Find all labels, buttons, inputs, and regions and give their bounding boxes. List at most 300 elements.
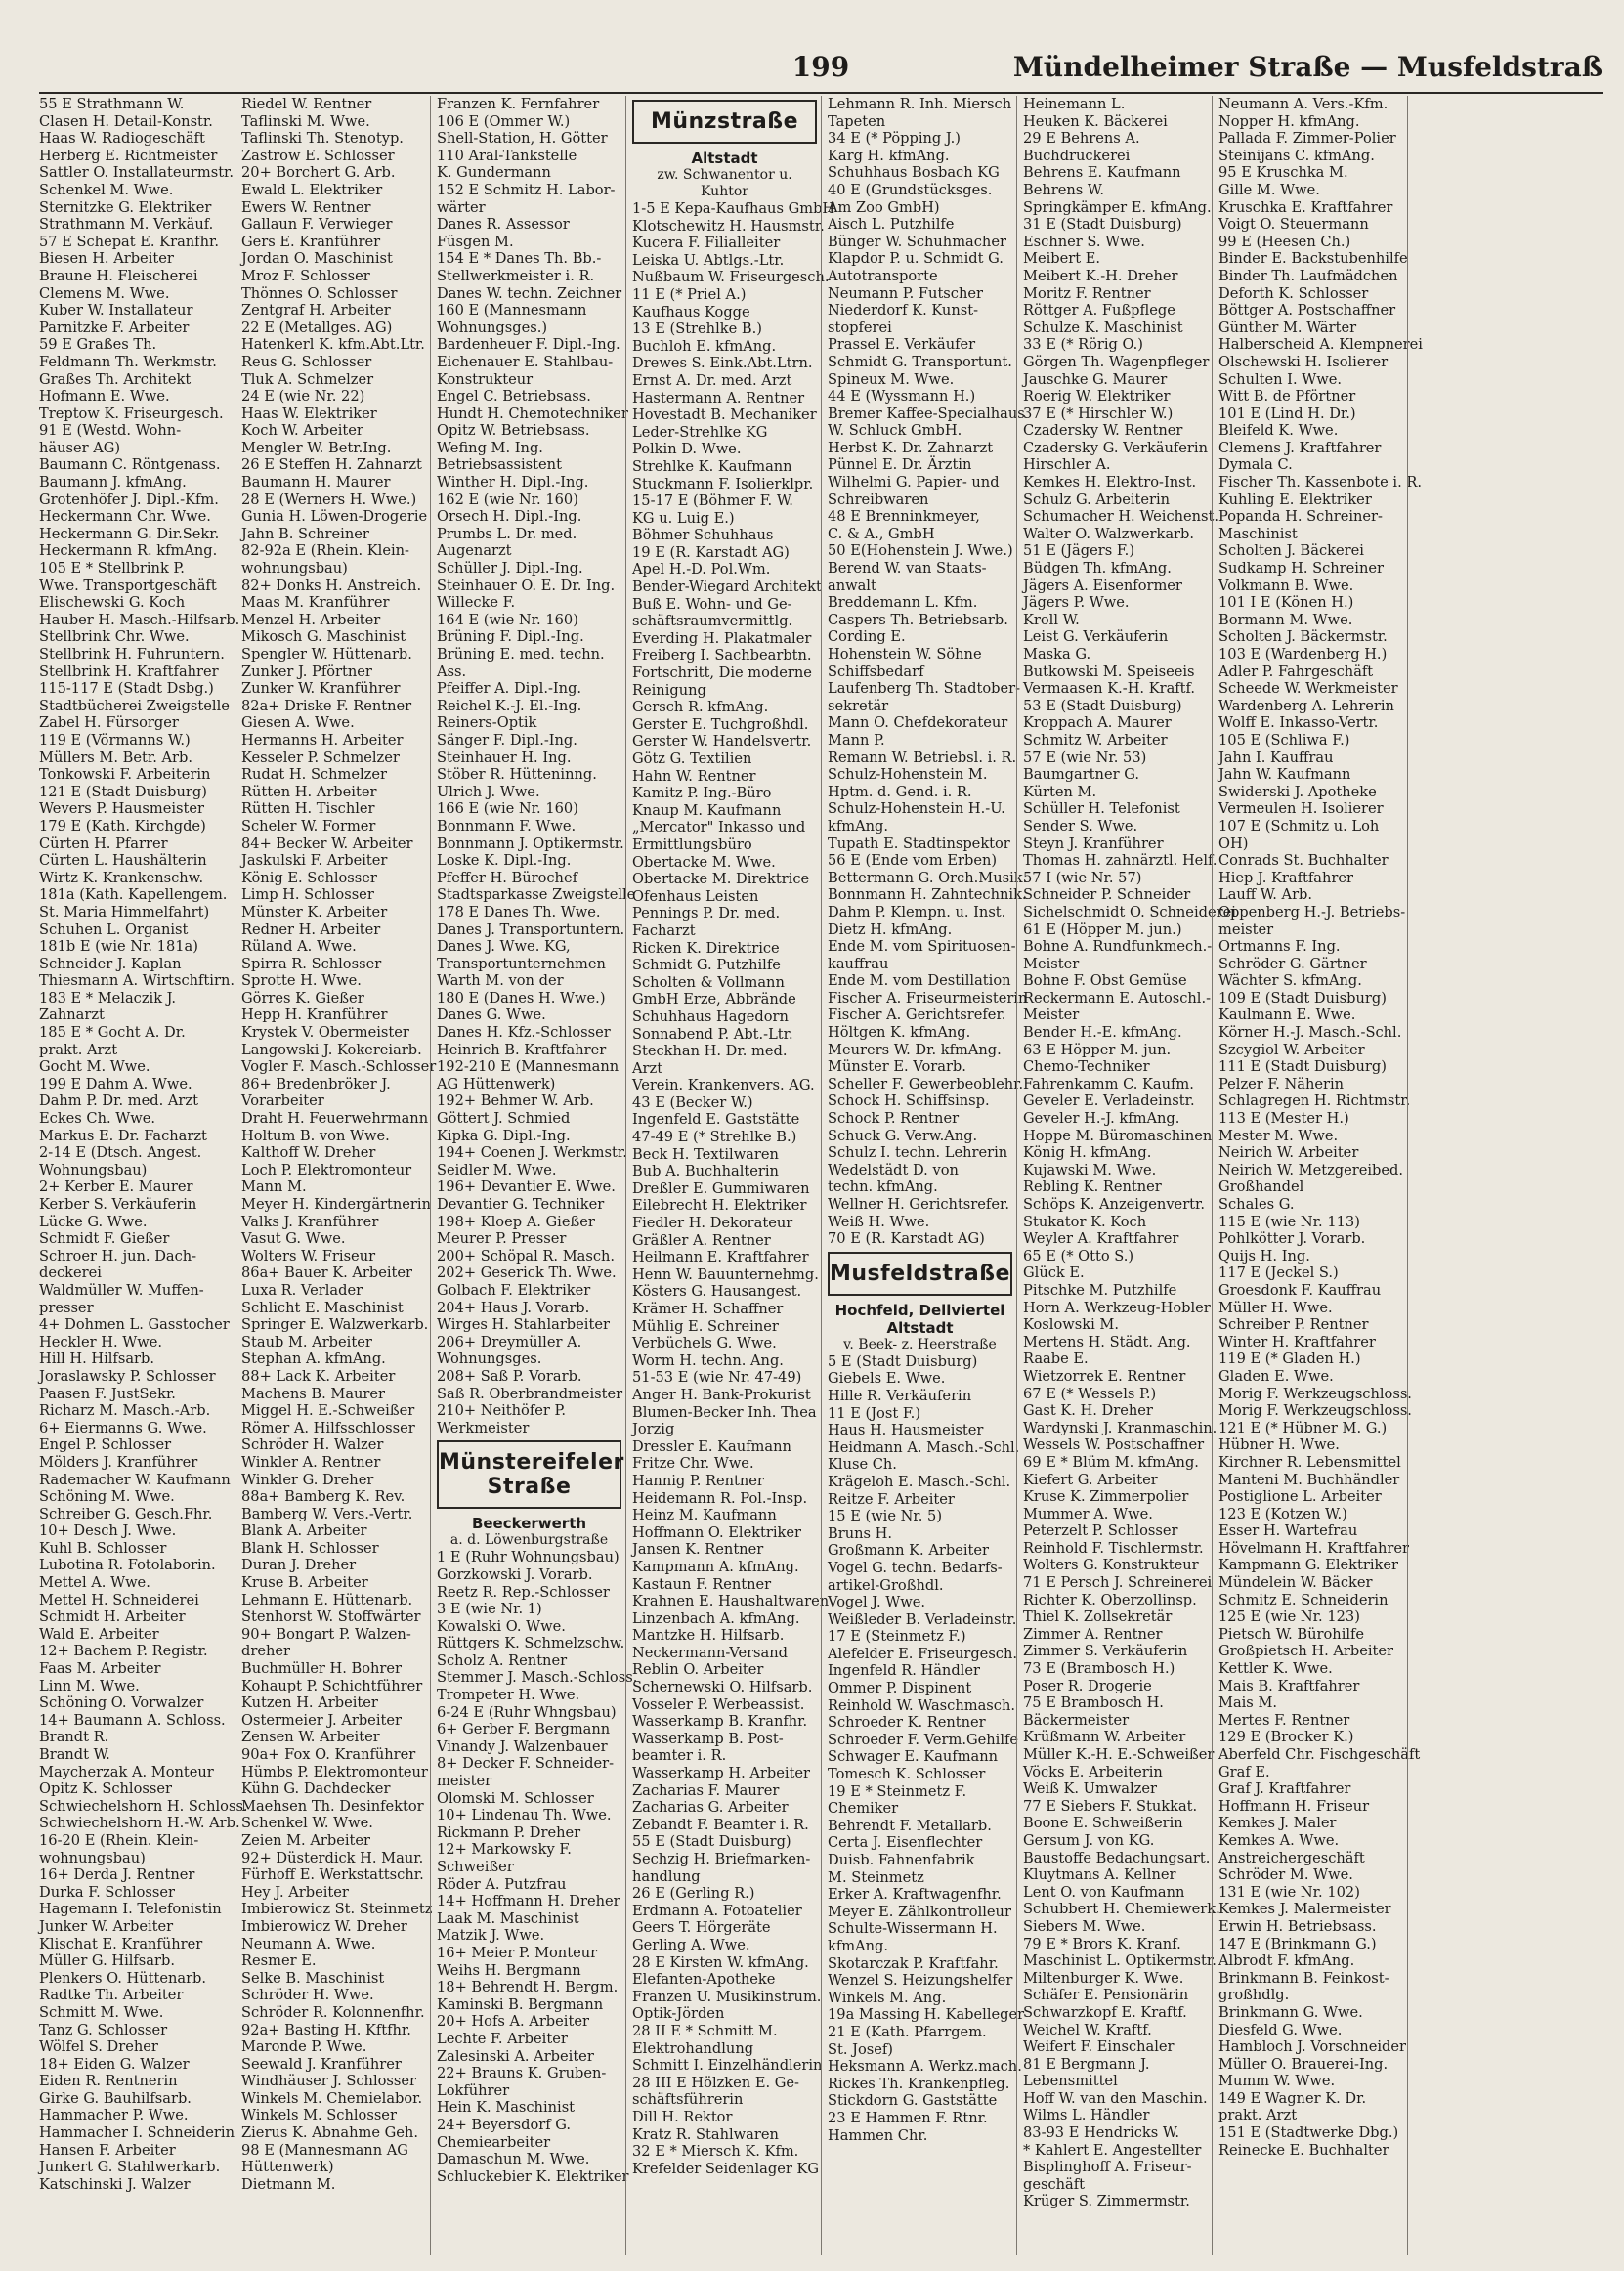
- directory-entry: 151 E (Stadtwerke Dbg.): [1218, 2124, 1399, 2142]
- directory-entry: Sechzig H. Briefmarken-: [632, 1851, 811, 1867]
- directory-entry: Koslowski M.: [1023, 1316, 1119, 1334]
- directory-entry: Mertes F. Rentner: [1218, 1711, 1350, 1729]
- directory-entry: kfmAng.: [828, 1937, 889, 1954]
- directory-entry: Kürten M.: [1023, 783, 1097, 800]
- directory-entry: Dahm P. Dr. med. Arzt: [39, 1093, 198, 1110]
- directory-entry: Bettermann G. Orch.Musik.: [828, 869, 1028, 886]
- directory-entry: Prassel E. Verkäufer: [828, 336, 976, 354]
- directory-entry: Steinijans C. kfmAng.: [1218, 147, 1375, 164]
- directory-entry: Devantier G. Techniker: [437, 1196, 605, 1213]
- directory-entry: Hannig P. Rentner: [632, 1472, 764, 1489]
- directory-entry: Heinemann L.: [1023, 96, 1126, 112]
- directory-entry: Autotransporte: [828, 267, 938, 284]
- directory-entry: 88a+ Bamberg K. Rev.: [241, 1488, 406, 1506]
- directory-entry: Ulrich J. Wwe.: [437, 783, 540, 800]
- directory-entry: Kroll W.: [1023, 611, 1080, 628]
- directory-entry: 28 III E Hölzken E. Ge-: [632, 2074, 799, 2091]
- directory-entry: Römer A. Hilfsschlosser: [241, 1419, 415, 1436]
- directory-entry: Karg H. kfmAng.: [828, 147, 950, 164]
- directory-entry: artikel-Großhdl.: [828, 1576, 944, 1594]
- directory-entry: Mettel H. Schneiderei: [39, 1591, 199, 1608]
- directory-entry: Günther M. Wärter: [1218, 319, 1357, 336]
- directory-entry: Stellbrink Chr. Wwe.: [39, 628, 190, 646]
- directory-entry: Fortschritt, Die moderne: [632, 664, 812, 682]
- directory-entry: Hambloch J. Vorschneider: [1218, 2038, 1406, 2056]
- directory-entry: Schöning M. Wwe.: [39, 1488, 175, 1506]
- directory-entry: 113 E (Mester H.): [1218, 1110, 1349, 1128]
- directory-entry: Schubbert H. Chemiewerk.: [1023, 1901, 1220, 1918]
- directory-entry: Münster K. Arbeiter: [241, 903, 388, 921]
- directory-entry: Czadersky W. Rentner: [1023, 422, 1183, 440]
- directory-entry: Roerig W. Elektriker: [1023, 388, 1171, 406]
- directory-entry: 8+ Decker F. Schneider-: [437, 1755, 615, 1773]
- directory-entry: Jägers A. Eisenformer: [1023, 577, 1182, 594]
- directory-column: [235, 96, 437, 2255]
- directory-entry: Heckermann R. kfmAng.: [39, 542, 218, 560]
- directory-entry: Joraslawsky P. Schlosser: [39, 1367, 216, 1385]
- directory-entry: Geers T. Hörgeräte: [632, 1919, 771, 1937]
- directory-entry: Eiden R. Rentnerin: [39, 2073, 178, 2090]
- directory-entry: 22+ Brauns K. Gruben-: [437, 2065, 607, 2082]
- directory-entry: Jahn I. Kauffrau: [1218, 749, 1334, 766]
- directory-entry: Katschinski J. Walzer: [39, 2175, 191, 2193]
- directory-entry: Kastaun F. Rentner: [632, 1575, 772, 1593]
- directory-entry: Schuck G. Verw.Ang.: [828, 1127, 978, 1144]
- directory-entry: Behrendt F. Metallarb.: [828, 1817, 992, 1834]
- directory-entry: 91 E (Westd. Wohn-: [39, 422, 182, 440]
- directory-entry: Clasen H. Detail-Konstr.: [39, 112, 213, 130]
- directory-entry: 198+ Kloep A. Gießer: [437, 1213, 595, 1230]
- directory-entry: Hatenkerl K. kfm.Abt.Ltr.: [241, 336, 425, 354]
- directory-entry: Morig F. Werkzeugschloss.: [1218, 1402, 1412, 1420]
- directory-entry: Kujawski M. Wwe.: [1023, 1161, 1157, 1178]
- directory-entry: Hübner H. Wwe.: [1218, 1436, 1340, 1454]
- directory-entry: 44 E (Wyssmann H.): [828, 388, 976, 406]
- directory-entry: Seidler M. Wwe.: [437, 1161, 557, 1178]
- directory-entry: 33 E (* Rörig O.): [1023, 336, 1143, 354]
- directory-entry: Röttger A. Fußpflege: [1023, 302, 1175, 320]
- directory-entry: Reinecke E. Buchhalter: [1218, 2141, 1389, 2159]
- district-heading: Hochfeld, Dellviertel: [834, 1301, 1005, 1319]
- directory-entry: Schmitt I. Einzelhändlerin: [632, 2057, 823, 2075]
- directory-entry: Thomas H. zahnärztl. Helf.: [1023, 852, 1218, 870]
- directory-entry: 18+ Behrendt H. Bergm.: [437, 1979, 619, 1996]
- directory-entry: Tluk A. Schmelzer: [241, 370, 374, 388]
- page-number: 199: [791, 51, 850, 83]
- directory-entry: Imbierowicz W. Dreher: [241, 1917, 407, 1935]
- directory-entry: Böttger A. Postschaffner: [1218, 302, 1396, 320]
- directory-entry: Siebers M. Wwe.: [1023, 1917, 1146, 1935]
- directory-entry: 47-49 E (* Strehlke B.): [632, 1129, 797, 1146]
- directory-entry: Conrads St. Buchhalter: [1218, 852, 1389, 870]
- directory-entry: Schneider J. Kaplan: [39, 955, 182, 972]
- directory-entry: Schulze K. Maschinist: [1023, 319, 1183, 336]
- directory-entry: Olomski M. Schlosser: [437, 1789, 594, 1807]
- directory-entry: Springkämper E. kfmAng.: [1023, 198, 1212, 216]
- directory-entry: 69 E * Blüm M. kfmAng.: [1023, 1453, 1199, 1471]
- directory-entry: Schulz G. Arbeiterin: [1023, 491, 1171, 508]
- directory-entry: Tupath E. Stadtinspektor: [828, 835, 1010, 852]
- directory-entry: anwalt: [828, 577, 876, 594]
- directory-entry: Meurer P. Presser: [437, 1230, 567, 1248]
- directory-entry: 125 E (wie Nr. 123): [1218, 1608, 1360, 1626]
- directory-entry: 23 E Hammen F. Rtnr.: [828, 2109, 988, 2126]
- directory-entry: Niederdorf K. Kunst-: [828, 302, 979, 320]
- directory-entry: 48 E Brenninkmeyer,: [828, 508, 980, 526]
- directory-entry: Verein. Krankenvers. AG.: [632, 1077, 815, 1094]
- directory-column: [1407, 96, 1603, 2255]
- directory-entry: 53 E (Stadt Duisburg): [1023, 697, 1182, 714]
- directory-entry: 162 E (wie Nr. 160): [437, 491, 578, 508]
- directory-entry: Zahnarzt: [39, 1007, 105, 1024]
- directory-entry: Schweißer: [437, 1859, 514, 1875]
- directory-entry: 61 E (Höpper M. jun.): [1023, 921, 1182, 938]
- directory-entry: Steyn J. Kranführer: [1023, 835, 1164, 852]
- directory-entry: 22 E (Metallges. AG): [241, 319, 393, 336]
- directory-entry: Elefanten-Apotheke: [632, 1971, 776, 1989]
- directory-entry: Stemmer J. Masch.-Schloss.: [437, 1669, 638, 1687]
- directory-entry: Baumann C. Röntgenass.: [39, 456, 221, 474]
- directory-entry: Großpietsch H. Arbeiter: [1218, 1643, 1394, 1660]
- directory-entry: Mündelein W. Bäcker: [1218, 1574, 1373, 1592]
- directory-entry: Vorarbeiter: [241, 1093, 324, 1110]
- directory-entry: Kruse K. Zimmerpolier: [1023, 1488, 1189, 1506]
- directory-entry: Mester M. Wwe.: [1218, 1127, 1339, 1144]
- directory-entry: Jägers P. Wwe.: [1023, 594, 1130, 612]
- directory-entry: Sudkamp H. Schreiner: [1218, 560, 1384, 578]
- directory-entry: Kerber S. Verkäuferin: [39, 1196, 197, 1213]
- directory-entry: Reichel K.-J. El.-Ing.: [437, 697, 582, 714]
- directory-entry: Dietz H. kfmAng.: [828, 921, 953, 938]
- directory-entry: Götz G. Textilien: [632, 750, 752, 767]
- directory-entry: Müller K.-H. E.-Schweißer: [1023, 1746, 1215, 1763]
- directory-entry: Rütten H. Arbeiter: [241, 783, 377, 800]
- directory-entry: meister: [1218, 921, 1274, 938]
- directory-entry: Müller G. Hilfsarb.: [39, 1952, 175, 1970]
- directory-entry: Stadtsparkasse Zweigstelle: [437, 886, 636, 904]
- directory-entry: Gerster E. Tuchgroßhdl.: [632, 715, 809, 733]
- directory-entry: Bub A. Buchhalterin: [632, 1163, 779, 1180]
- directory-entry: Tomesch K. Schlosser: [828, 1766, 986, 1783]
- street-range-note: v. Beek- z. Heerstraße: [843, 1336, 997, 1352]
- directory-entry: Füsgen M.: [437, 233, 514, 250]
- directory-entry: Bardenheuer F. Dipl.-Ing.: [437, 336, 620, 354]
- directory-entry: Hovestadt B. Mechaniker: [632, 407, 817, 424]
- directory-entry: 194+ Coenen J. Werkmstr.: [437, 1144, 627, 1162]
- directory-entry: 40 E (Grundstücksges.: [828, 181, 993, 198]
- directory-entry: Opitz K. Schlosser: [39, 1780, 172, 1798]
- directory-entry: Am Zoo GmbH): [828, 198, 940, 216]
- directory-entry: Kemkes J. Maler: [1218, 1815, 1337, 1832]
- directory-entry: 73 E (Brambosch H.): [1023, 1660, 1175, 1678]
- directory-entry: Transportunternehmen: [437, 955, 606, 972]
- directory-entry: Klischat E. Kranführer: [39, 1935, 203, 1952]
- directory-entry: Bormann M. Wwe.: [1218, 611, 1353, 628]
- directory-entry: Wasserkamp B. Post-: [632, 1730, 784, 1747]
- directory-entry: Krystek V. Obermeister: [241, 1024, 409, 1042]
- directory-entry: Hauber H. Masch.-Hilfsarb.: [39, 611, 240, 628]
- directory-entry: Schroer H. jun. Dach-: [39, 1247, 197, 1264]
- directory-entry: Eichenauer E. Stahlbau-: [437, 353, 614, 370]
- directory-entry: 204+ Haus J. Vorarb.: [437, 1299, 590, 1316]
- directory-entry: Scholz A. Rentner: [437, 1651, 568, 1669]
- directory-entry: Schulte-Wissermann H.: [828, 1920, 998, 1938]
- directory-entry: Krahnen E. Haushaltwaren: [632, 1593, 830, 1610]
- directory-entry: Krüßmann W. Arbeiter: [1023, 1729, 1186, 1746]
- directory-entry: Maschinist: [1218, 525, 1298, 542]
- directory-entry: Stuckmann F. Isolierklpr.: [632, 475, 814, 493]
- directory-entry: Zierus K. Abnahme Geh.: [241, 2124, 418, 2142]
- directory-entry: Brüning F. Dipl.-Ing.: [437, 628, 584, 646]
- directory-entry: Zabel H. Fürsorger: [39, 714, 179, 732]
- directory-entry: Cürten L. Haushälterin: [39, 852, 207, 870]
- directory-entry: Hepp H. Kranführer: [241, 1007, 388, 1024]
- directory-entry: Tapeten: [828, 112, 886, 130]
- directory-entry: Draht H. Feuerwehrmann: [241, 1110, 429, 1128]
- directory-entry: Winther H. Dipl.-Ing.: [437, 474, 589, 492]
- directory-entry: Ostermeier J. Arbeiter: [241, 1711, 402, 1729]
- directory-entry: Schulz-Hohenstein H.-U.: [828, 800, 1005, 818]
- directory-entry: Schüller J. Dipl.-Ing.: [437, 560, 583, 578]
- directory-entry: Ommer P. Dispinent: [828, 1680, 972, 1697]
- directory-entry: 50 E(Hohenstein J. Wwe.): [828, 542, 1013, 560]
- directory-entry: 75 E Brambosch H.: [1023, 1694, 1164, 1712]
- directory-entry: 105 E * Stellbrink P.: [39, 560, 185, 578]
- directory-entry: Kowalski O. Wwe.: [437, 1617, 566, 1635]
- directory-entry: schäftsführerin: [632, 2091, 744, 2109]
- directory-entry: Buchloh E. kfmAng.: [632, 337, 777, 355]
- directory-entry: Weiß K. Umwalzer: [1023, 1780, 1157, 1798]
- directory-entry: Springer E. Walzwerkarb.: [241, 1316, 429, 1334]
- directory-entry: Biesen H. Arbeiter: [39, 250, 174, 268]
- directory-entry: Reus G. Schlosser: [241, 353, 372, 370]
- directory-entry: 206+ Dreymüller A.: [437, 1333, 582, 1350]
- directory-entry: Clemens M. Wwe.: [39, 284, 170, 302]
- directory-entry: Danes G. Wwe.: [437, 1007, 546, 1024]
- directory-entry: Wohnungsges.: [437, 1350, 542, 1368]
- directory-entry: 57 E Schepat E. Kranfhr.: [39, 233, 219, 250]
- directory-column: [39, 96, 248, 2255]
- directory-entry: Mann P.: [828, 731, 885, 749]
- directory-entry: Zebandt F. Beamter i. R.: [632, 1816, 809, 1833]
- directory-entry: Schröder R. Kolonnenfhr.: [241, 2003, 425, 2021]
- directory-entry: Olschewski H. Isolierer: [1218, 353, 1389, 370]
- directory-entry: Bohne F. Obst Gemüse: [1023, 972, 1187, 990]
- directory-entry: Faas M. Arbeiter: [39, 1660, 161, 1678]
- directory-entry: 121 E (* Hübner M. G.): [1218, 1419, 1388, 1436]
- directory-entry: Hptm. d. Gend. i. R.: [828, 783, 972, 800]
- directory-entry: 82+ Donks H. Anstreich.: [241, 577, 422, 594]
- directory-entry: 6-24 E (Ruhr Whngsbau): [437, 1703, 617, 1721]
- directory-entry: Körner H.-J. Masch.-Schl.: [1218, 1024, 1402, 1042]
- directory-entry: Stenhorst W. Stoffwärter: [241, 1608, 421, 1626]
- directory-entry: Rüland A. Wwe.: [241, 938, 357, 956]
- directory-entry: 115-117 E (Stadt Dsbg.): [39, 680, 214, 698]
- directory-entry: Kruschka E. Kraftfahrer: [1218, 198, 1393, 216]
- directory-entry: Mettel A. Wwe.: [39, 1574, 150, 1592]
- directory-column: [430, 96, 638, 2255]
- directory-entry: König E. Schlosser: [241, 869, 377, 886]
- directory-column: [1212, 96, 1423, 2255]
- directory-entry: Ewers W. Rentner: [241, 198, 371, 216]
- directory-entry: 16+ Derda J. Rentner: [39, 1866, 195, 1884]
- directory-entry: Fiedler H. Dekorateur: [632, 1215, 793, 1232]
- directory-entry: Taflinski M. Wwe.: [241, 112, 370, 130]
- directory-entry: Lent O. von Kaufmann: [1023, 1883, 1185, 1901]
- directory-entry: 65 E (* Otto S.): [1023, 1247, 1134, 1264]
- directory-entry: Lubotina R. Fotolaborin.: [39, 1557, 216, 1574]
- directory-entry: Butkowski M. Speiseeis: [1023, 663, 1195, 680]
- directory-entry: Heidmann A. Masch.-Schl.: [828, 1438, 1020, 1456]
- directory-entry: Steinhauer O. E. Dr. Ing.: [437, 577, 616, 594]
- directory-entry: stopferei: [828, 319, 892, 336]
- directory-entry: 6+ Eiermanns G. Wwe.: [39, 1419, 207, 1436]
- directory-entry: 28 II E * Schmitt M.: [632, 2022, 778, 2039]
- directory-entry: Tanz G. Schlosser: [39, 2021, 168, 2038]
- directory-entry: Wirges H. Stahlarbeiter: [437, 1316, 610, 1334]
- directory-entry: Buchmüller H. Bohrer: [241, 1660, 403, 1678]
- directory-entry: Shell-Station, H. Götter: [437, 130, 608, 148]
- street-heading: Münzstraße: [632, 100, 817, 144]
- directory-entry: Gerling A. Wwe.: [632, 1936, 750, 1953]
- directory-entry: Neirich W. Metzgereibed.: [1218, 1161, 1404, 1178]
- directory-entry: Zentgraf H. Arbeiter: [241, 302, 391, 320]
- directory-entry: Ass.: [437, 663, 467, 680]
- directory-entry: Schock H. Schiffsinsp.: [828, 1093, 990, 1110]
- directory-entry: Thiesmann A. Wirtschftirn.: [39, 972, 235, 990]
- directory-entry: Schmitt M. Wwe.: [39, 2003, 164, 2021]
- directory-entry: Langowski J. Kokereiarb.: [241, 1041, 422, 1058]
- directory-entry: Herbst K. Dr. Zahnarzt: [828, 439, 994, 456]
- directory-entry: Scholten & Vollmann: [632, 973, 785, 991]
- directory-entry: Schulz-Hohenstein M.: [828, 766, 988, 784]
- directory-entry: Schuhhaus Hagedorn: [632, 1007, 789, 1025]
- directory-entry: Neumann P. Futscher: [828, 284, 983, 302]
- directory-entry: Mais M.: [1218, 1694, 1278, 1712]
- district-heading: Altstadt: [886, 1318, 954, 1337]
- directory-entry: Strathmann M. Verkäuf.: [39, 216, 214, 234]
- directory-entry: Polkin D. Wwe.: [632, 441, 742, 458]
- directory-entry: Wilms L. Händler: [1023, 2107, 1150, 2124]
- directory-entry: 210+ Neithöfer P.: [437, 1402, 566, 1420]
- directory-entry: Wardynski J. Kranmaschin.: [1023, 1419, 1218, 1436]
- directory-entry: Anstreichergeschäft: [1218, 1849, 1365, 1866]
- directory-entry: 1 E (Ruhr Wohnungsbau): [437, 1549, 620, 1566]
- directory-entry: Trompeter H. Wwe.: [437, 1687, 580, 1704]
- directory-entry: Fürhoff E. Werkstattschr.: [241, 1866, 424, 1884]
- directory-entry: Schwiechelshorn H. Schloss.: [39, 1797, 248, 1815]
- directory-entry: 13 E (Strehlke B.): [632, 321, 762, 338]
- directory-entry: Stadtbücherei Zweigstelle: [39, 697, 230, 714]
- directory-entry: 10+ Desch J. Wwe.: [39, 1522, 177, 1540]
- directory-entry: Braune H. Fleischerei: [39, 267, 198, 284]
- directory-entry: Lauff W. Arb.: [1218, 886, 1313, 904]
- directory-entry: Aisch L. Putzhilfe: [828, 216, 955, 234]
- directory-entry: Rebling K. Rentner: [1023, 1178, 1162, 1196]
- directory-entry: Freiberg I. Sachbearbtn.: [632, 647, 812, 664]
- directory-entry: Maas M. Kranführer: [241, 594, 390, 612]
- directory-entry: Wasserkamp H. Arbeiter: [632, 1765, 811, 1782]
- directory-entry: Wessels W. Postschaffner: [1023, 1436, 1205, 1454]
- directory-entry: 86+ Bredenbröker J.: [241, 1075, 391, 1093]
- directory-entry: 71 E Persch J. Schreinerei: [1023, 1574, 1213, 1592]
- directory-entry: Pennings P. Dr. med.: [632, 905, 781, 922]
- directory-entry: Schales G.: [1218, 1196, 1295, 1213]
- directory-entry: Görgen Th. Wagenpfleger: [1023, 353, 1210, 370]
- directory-entry: Sternitzke G. Elektriker: [39, 198, 212, 216]
- directory-entry: beamter i. R.: [632, 1747, 727, 1765]
- directory-entry: Bruns H.: [828, 1524, 892, 1542]
- directory-entry: Schwiechelshorn H.-W. Arb.: [39, 1815, 240, 1832]
- directory-entry: Pfeiffer A. Dipl.-Ing.: [437, 680, 582, 698]
- directory-entry: 20+ Borchert G. Arb.: [241, 164, 396, 182]
- directory-entry: 83-93 E Hendricks W.: [1023, 2124, 1179, 2142]
- directory-entry: Konstrukteur: [437, 370, 534, 388]
- directory-entry: 202+ Geserick Th. Wwe.: [437, 1264, 617, 1282]
- directory-entry: Heckermann G. Dir.Sekr.: [39, 525, 220, 542]
- directory-entry: Schenkel M. Wwe.: [39, 181, 174, 198]
- directory-entry: 88+ Lack K. Arbeiter: [241, 1367, 396, 1385]
- directory-entry: Vogler F. Masch.-Schlosser: [241, 1058, 437, 1076]
- directory-entry: Werkmeister: [437, 1419, 530, 1436]
- directory-entry: Lebensmittel: [1023, 2073, 1118, 2090]
- directory-entry: Schmitz E. Schneiderin: [1218, 1591, 1389, 1608]
- directory-entry: Hoppe M. Büromaschinen: [1023, 1127, 1213, 1144]
- directory-entry: K. Gundermann: [437, 164, 551, 182]
- directory-entry: 57 E (wie Nr. 53): [1023, 749, 1147, 766]
- directory-entry: Wolters G. Konstrukteur: [1023, 1557, 1199, 1574]
- directory-entry: Boone E. Schweißerin: [1023, 1815, 1183, 1832]
- directory-entry: Hohenstein W. Söhne: [828, 646, 982, 663]
- directory-entry: Bamberg W. Vers.-Vertr.: [241, 1505, 413, 1522]
- directory-entry: Schroeder F. Verm.Gehilfe: [828, 1731, 1019, 1748]
- directory-entry: Mertens H. Städt. Ang.: [1023, 1333, 1191, 1350]
- directory-entry: 59 E Graßes Th.: [39, 336, 157, 354]
- directory-entry: 178 E Danes Th. Wwe.: [437, 903, 601, 921]
- street-heading: Musfeldstraße: [828, 1252, 1012, 1296]
- directory-entry: Wölfel S. Dreher: [39, 2038, 158, 2056]
- directory-entry: Vosseler P. Werbeassist.: [632, 1695, 805, 1713]
- directory-entry: Müller H. Wwe.: [1218, 1299, 1333, 1316]
- directory-entry: Fischer Th. Kassenbote i. R.: [1218, 474, 1422, 492]
- directory-entry: häuser AG): [39, 439, 121, 456]
- directory-entry: 101 I E (Könen H.): [1218, 594, 1354, 612]
- directory-entry: Schlagregen H. Richtmstr.: [1218, 1093, 1411, 1110]
- directory-entry: Wolters W. Friseur: [241, 1247, 376, 1264]
- directory-entry: Klapdor P. u. Schmidt G.: [828, 250, 1004, 268]
- directory-entry: Höltgen K. kfmAng.: [828, 1024, 971, 1042]
- directory-entry: Meibert K.-H. Dreher: [1023, 267, 1178, 284]
- directory-entry: Schöning O. Vorwalzer: [39, 1694, 204, 1712]
- directory-entry: Sattler O. Installateurmstr.: [39, 164, 235, 182]
- directory-entry: Linn M. Wwe.: [39, 1677, 140, 1694]
- directory-entry: kfmAng.: [828, 817, 889, 835]
- directory-entry: Arzt: [632, 1059, 663, 1077]
- directory-entry: 31 E (Stadt Duisburg): [1023, 216, 1182, 234]
- directory-entry: prakt. Arzt: [1218, 2107, 1298, 2124]
- directory-entry: Sichelschmidt O. Schneiderei: [1023, 903, 1236, 921]
- directory-entry: Mumm W. Wwe.: [1218, 2073, 1336, 2090]
- directory-entry: Meyer E. Zählkontrolleur: [828, 1903, 1011, 1920]
- directory-entry: Zimmer A. Rentner: [1023, 1625, 1163, 1643]
- directory-entry: Knaup M. Kaufmann: [632, 801, 782, 819]
- directory-entry: geschäft: [1023, 2175, 1086, 2193]
- directory-entry: Wolff E. Inkasso-Vertr.: [1218, 714, 1379, 732]
- directory-entry: Kaminski B. Bergmann: [437, 1995, 604, 2013]
- directory-entry: Graßes Th. Architekt: [39, 370, 192, 388]
- directory-entry: Winkels M. Chemielabor.: [241, 2089, 423, 2107]
- directory-entry: Elischewski G. Koch: [39, 594, 186, 612]
